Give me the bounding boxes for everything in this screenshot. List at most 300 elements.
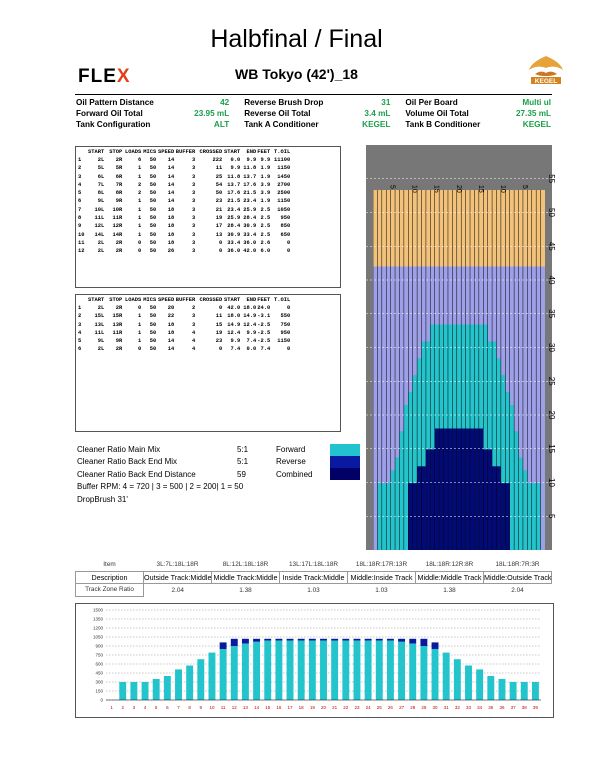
chart-bar-forward: [532, 682, 539, 700]
info-label: Reverse Brush Drop: [244, 98, 324, 107]
zone-row-label: Track Zone Ratio: [76, 584, 144, 597]
chart-bar-forward: [387, 641, 394, 700]
step-cell: 3: [191, 231, 196, 238]
step-cell: 50: [149, 231, 157, 238]
chart-bar-forward: [354, 641, 361, 700]
reverse-steps-box: [75, 294, 341, 432]
col-header: START: [88, 297, 105, 303]
info-label: Tank A Conditioner: [244, 120, 319, 129]
col-header: START: [224, 149, 241, 155]
step-cell: 9R: [115, 338, 123, 345]
lane-combined-board: [501, 483, 505, 550]
chart-ytick-label: 1050: [92, 634, 103, 640]
chart-xtick-label: 10: [209, 705, 215, 710]
chart-xtick-label: 16: [276, 705, 282, 710]
step-cell: 50: [149, 223, 157, 230]
step-cell: 650: [280, 231, 291, 238]
step-cell: 10R: [112, 206, 123, 213]
chart-bar-forward: [454, 659, 461, 700]
chart-bar-forward: [142, 682, 149, 700]
chart-xtick-label: 1: [110, 705, 113, 710]
chart-xtick-label: 26: [387, 705, 393, 710]
chart-bar-reverse: [309, 639, 316, 641]
step-cell: 2R: [115, 305, 123, 311]
info-label: Forward Oil Total: [76, 109, 143, 118]
step-cell: 50: [149, 248, 157, 255]
step-row: [78, 206, 290, 214]
step-cell: 11R: [112, 329, 123, 336]
step-cell: 14R: [112, 231, 123, 238]
cleaner-back-end-value: 5:1: [237, 457, 249, 467]
chart-bar-forward: [420, 646, 427, 700]
step-cell: 3: [191, 198, 196, 205]
step-cell: 2.6: [260, 239, 271, 246]
zone-row-label: Description: [76, 571, 144, 584]
distance-label: 25: [547, 376, 556, 386]
step-cell: 33.4: [243, 231, 257, 238]
distance-label: 50: [547, 208, 556, 217]
chart-xtick-label: 29: [421, 705, 427, 710]
legend-combined-label: Combined: [276, 469, 313, 479]
distance-label: 35: [547, 309, 556, 319]
chart-xtick-label: 35: [488, 705, 494, 710]
step-cell: 1: [137, 223, 142, 230]
lane-forward-board: [536, 483, 540, 550]
step-row: [78, 164, 290, 172]
lane-forward-board: [532, 483, 536, 550]
step-cell: 15R: [112, 313, 123, 320]
lane-combined-board: [496, 466, 500, 550]
col-header: LOADS: [125, 297, 142, 303]
step-cell: 28.4: [227, 223, 241, 230]
step-cell: 7R: [115, 181, 123, 188]
lane-combined-board: [461, 429, 465, 551]
step-cell: 50: [149, 346, 157, 353]
step-cell: 5L: [97, 165, 105, 172]
chart-xtick-label: 25: [376, 705, 382, 710]
step-cell: 11R: [112, 215, 123, 222]
distance-label: 10: [547, 478, 556, 487]
chart-xtick-label: 27: [399, 705, 405, 710]
cleaner-back-end-distance-label: Cleaner Ratio Back End Distance: [77, 469, 196, 479]
kegel-logo: [523, 52, 569, 92]
chart-bar-forward: [253, 642, 260, 700]
step-cell: 20: [167, 305, 175, 311]
chart-xtick-label: 9: [199, 705, 203, 710]
lane-forward-board: [519, 458, 523, 550]
chart-bar-forward: [432, 649, 439, 700]
chart-bar-reverse: [220, 642, 227, 649]
lane-graphic: [366, 145, 556, 550]
info-value: 27.35 mL: [515, 109, 551, 118]
zone-cell: 18L:18R:7R:3R: [484, 559, 552, 571]
info-value: ALT: [213, 120, 230, 129]
step-cell: 4: [78, 181, 82, 188]
step-row: [78, 345, 290, 353]
chart-bar-forward: [298, 641, 305, 700]
step-row: [78, 189, 290, 197]
distance-label: 15: [547, 444, 556, 454]
zone-cell: 18L:18R:17R:13R: [348, 559, 416, 571]
step-cell: 14: [167, 165, 175, 172]
step-cell: 0: [218, 346, 223, 353]
step-cell: 18.0: [243, 305, 257, 311]
lane-forward-board: [404, 405, 408, 550]
step-cell: 9.9: [230, 165, 241, 172]
step-row: [78, 312, 290, 320]
step-cell: 2700: [277, 181, 291, 188]
distance-label: 40: [547, 275, 556, 285]
chart-bar-reverse: [365, 639, 372, 641]
step-cell: 0: [286, 346, 291, 353]
chart-bar-forward: [510, 682, 517, 700]
chart-bar-reverse: [331, 639, 338, 641]
lane-combined-board: [413, 483, 417, 550]
step-cell: 10: [78, 231, 85, 238]
step-cell: 28.4: [243, 215, 257, 222]
col-header: T.OIL: [274, 297, 291, 303]
col-header: FEET: [257, 149, 271, 155]
legend-forward-swatch: [330, 444, 360, 456]
step-cell: 6R: [115, 173, 123, 180]
zone-cell: Middle Track:Middle: [212, 571, 280, 584]
step-cell: 23.4: [243, 198, 257, 205]
step-cell: 17: [215, 223, 223, 230]
step-cell: 2L: [97, 157, 105, 163]
lane-combined-board: [488, 449, 492, 550]
step-cell: 11.8: [243, 165, 257, 172]
zone-cell: 1.38: [239, 586, 252, 594]
col-header: CROSSED: [199, 297, 223, 303]
step-cell: 50: [149, 313, 157, 320]
step-cell: 6L: [97, 173, 105, 180]
chart-xtick-label: 31: [443, 705, 449, 710]
chart-xtick-label: 38: [521, 705, 527, 710]
col-header: START: [224, 297, 241, 303]
step-cell: 50: [149, 321, 157, 328]
step-cell: 9.9: [260, 157, 271, 163]
step-cell: 12L: [94, 223, 105, 230]
step-cell: 11: [215, 313, 223, 320]
col-header: CROSSED: [199, 149, 223, 155]
col-header: SPEED: [158, 149, 175, 155]
lane-combined-board: [505, 483, 509, 550]
step-cell: 1.9: [260, 173, 271, 180]
chart-bar-forward: [175, 669, 182, 700]
chart-xtick-label: 8: [188, 705, 191, 710]
step-cell: 50: [149, 165, 157, 172]
chart-bar-forward: [476, 669, 483, 700]
step-cell: 11: [78, 239, 85, 246]
chart-bar-forward: [443, 653, 450, 700]
step-cell: 0: [286, 248, 291, 255]
step-cell: 26: [167, 248, 175, 255]
lane-dry-board: [373, 267, 377, 551]
chart-bar-forward: [242, 644, 249, 700]
step-cell: 17.6: [227, 190, 241, 197]
chart-bar-forward: [331, 641, 338, 700]
info-value: 31: [381, 98, 391, 107]
chart-xtick-label: 18: [298, 705, 304, 710]
info-value: 3.4 mL: [364, 109, 391, 118]
chart-xtick-label: 23: [354, 705, 360, 710]
reverse-steps-table: [78, 297, 290, 354]
step-cell: 14.9: [243, 313, 257, 320]
step-cell: 14: [167, 198, 175, 205]
arrow-label: 10: [498, 185, 506, 193]
step-cell: 1: [137, 231, 142, 238]
chart-ytick-label: 150: [95, 688, 103, 694]
step-cell: 23: [215, 198, 223, 205]
step-cell: 4: [191, 329, 196, 336]
step-cell: 42.0: [243, 248, 257, 255]
step-cell: 2R: [115, 239, 123, 246]
step-cell: 25: [215, 173, 223, 180]
forward-steps-box: [75, 146, 341, 288]
step-cell: 9.9: [246, 329, 257, 336]
legend-reverse-swatch: [330, 456, 360, 468]
step-cell: 9.9: [230, 338, 241, 345]
chart-bar-forward: [287, 641, 294, 700]
step-cell: 30.9: [227, 231, 241, 238]
step-cell: 0: [137, 248, 142, 255]
step-cell: 22: [167, 313, 175, 320]
kegel-logo-text: KEGEL: [534, 78, 558, 85]
step-cell: 21.5: [243, 190, 257, 197]
info-label: Tank B Conditioner: [405, 120, 481, 129]
pattern-name: WB Tokyo (42')_18: [235, 66, 358, 82]
zone-cell: Outside Track:Middle: [144, 572, 212, 582]
arrow-label: 20: [454, 185, 462, 193]
step-cell: 21.5: [227, 198, 241, 205]
step-cell: 1: [137, 329, 142, 336]
step-cell: 6: [137, 157, 142, 163]
step-cell: 15: [215, 321, 223, 328]
step-cell: 3: [78, 321, 82, 328]
step-cell: 2500: [277, 190, 291, 197]
chart-bar-reverse: [287, 639, 294, 641]
step-cell: 2: [137, 181, 142, 188]
chart-bar-forward: [398, 642, 405, 700]
step-cell: -3.1: [257, 313, 271, 320]
step-row: [78, 181, 290, 189]
step-cell: 5: [78, 190, 82, 197]
distance-label: 30: [547, 343, 556, 352]
chart-bar-reverse: [354, 639, 361, 641]
chart-bar-forward: [521, 682, 528, 700]
chart-xtick-label: 7: [177, 705, 180, 710]
lane-graphic-svg: [366, 145, 556, 550]
chart-xtick-label: 6: [166, 705, 169, 710]
legend-labels: [276, 444, 312, 481]
step-cell: 2: [78, 313, 82, 320]
step-cell: 3: [191, 313, 196, 320]
col-header: MICS: [143, 149, 157, 155]
flex-logo-text: FLE: [78, 66, 117, 87]
step-cell: 9: [78, 223, 82, 230]
step-cell: 14: [167, 190, 175, 197]
chart-bar-forward: [197, 659, 204, 700]
zone-cell: 18L:18R:12R:8R: [416, 559, 484, 571]
step-cell: 50: [149, 181, 157, 188]
step-cell: 3.9: [260, 181, 271, 188]
zone-cell: 1.03: [375, 586, 388, 594]
lane-dry-board: [541, 267, 545, 551]
chart-ytick-label: 600: [95, 661, 103, 667]
lane-combined-board: [448, 429, 452, 551]
step-cell: 50: [149, 329, 157, 336]
step-cell: 11.8: [227, 173, 241, 180]
step-cell: 15L: [94, 313, 105, 320]
step-cell: 50: [149, 338, 157, 345]
step-cell: 13R: [112, 321, 123, 328]
step-cell: 18.0: [227, 313, 241, 320]
step-cell: 14: [167, 181, 175, 188]
step-cell: 222: [212, 157, 223, 163]
chart-xtick-label: 37: [510, 705, 516, 710]
chart-bar-reverse: [409, 639, 416, 644]
step-cell: 12.4: [243, 321, 257, 328]
step-cell: 850: [280, 223, 291, 230]
step-cell: 2L: [97, 248, 105, 255]
step-cell: 0: [286, 305, 291, 311]
chart-xtick-label: 11: [220, 705, 226, 710]
chart-bar-reverse: [320, 639, 327, 641]
step-cell: 18: [167, 231, 175, 238]
chart-xtick-label: 39: [532, 705, 538, 710]
step-cell: 3: [191, 190, 196, 197]
oil-chart-box: [75, 603, 554, 718]
chart-xtick-label: 14: [254, 705, 260, 710]
step-cell: 1: [137, 321, 142, 328]
step-cell: 19: [215, 329, 223, 336]
step-row: [78, 321, 290, 329]
lane-combined-board: [439, 429, 443, 551]
step-cell: 7.4: [260, 346, 271, 353]
step-cell: 0: [218, 239, 223, 246]
step-cell: 4: [191, 338, 196, 345]
step-cell: 2: [191, 305, 196, 311]
step-cell: 750: [280, 321, 291, 328]
step-cell: 12: [78, 248, 85, 255]
lane-combined-board: [444, 429, 448, 551]
chart-xtick-label: 19: [309, 705, 315, 710]
step-cell: 2: [78, 165, 82, 172]
step-cell: 21: [215, 206, 223, 213]
chart-bar-forward: [130, 682, 137, 700]
step-cell: 6.0: [260, 248, 271, 255]
step-cell: 30.9: [243, 223, 257, 230]
chart-bar-reverse: [264, 639, 271, 641]
step-cell: 1: [137, 215, 142, 222]
step-cell: 3: [191, 223, 196, 230]
step-cell: 14: [167, 157, 175, 163]
step-cell: 0: [218, 248, 223, 255]
lane-combined-board: [483, 449, 487, 550]
chart-ytick-label: 450: [95, 670, 103, 676]
step-cell: 8: [78, 215, 82, 222]
cleaner-main-mix-value: 5:1: [237, 445, 249, 454]
header-divider: [75, 94, 552, 95]
chart-bar-forward: [465, 666, 472, 701]
step-row: [78, 173, 290, 181]
chart-xtick-label: 13: [242, 705, 248, 710]
col-header: SPEED: [158, 297, 175, 303]
step-cell: 9.9: [246, 157, 257, 163]
step-cell: 50: [149, 239, 157, 246]
step-cell: 4: [191, 346, 196, 353]
lane-combined-board: [422, 466, 426, 550]
step-cell: 50: [149, 190, 157, 197]
col-header: END: [246, 149, 257, 155]
lane-combined-board: [430, 449, 434, 550]
lane-combined-board: [470, 429, 474, 551]
step-cell: 7.4: [246, 338, 257, 345]
zone-cell: 13L:17L:18L:18R: [280, 559, 348, 571]
col-header: STOP: [109, 297, 123, 303]
info-row: [75, 97, 552, 108]
chart-ytick-label: 0: [100, 697, 103, 703]
step-cell: 50: [149, 157, 157, 163]
zone-cell: 3L:7L:18L:18R: [144, 559, 212, 571]
info-value: Multi ul: [522, 98, 551, 107]
chart-bar-reverse: [253, 639, 260, 642]
step-cell: 25.9: [227, 215, 241, 222]
step-cell: 42.0: [227, 305, 241, 311]
step-cell: 50: [149, 305, 157, 311]
chart-bar-forward: [275, 641, 282, 700]
step-cell: 3: [191, 181, 196, 188]
step-row: [78, 231, 290, 239]
step-cell: 2: [137, 190, 142, 197]
zone-cell: Middle:Middle Track: [416, 571, 484, 584]
step-cell: 0: [137, 239, 142, 246]
chart-xtick-label: 30: [432, 705, 438, 710]
step-row: [78, 329, 290, 337]
lane-forward-board: [382, 483, 386, 550]
step-cell: 1: [137, 198, 142, 205]
step-cell: 18: [167, 223, 175, 230]
lane-forward-board: [510, 405, 514, 550]
step-cell: 3: [191, 206, 196, 213]
zone-cell: 1.03: [307, 586, 320, 594]
step-cell: 2L: [97, 305, 105, 311]
chart-ytick-label: 900: [95, 643, 103, 649]
step-cell: 13.7: [243, 173, 257, 180]
step-cell: 2L: [97, 239, 105, 246]
step-cell: 2L: [97, 346, 105, 353]
chart-bar-reverse: [242, 639, 249, 644]
info-label: Reverse Oil Total: [244, 109, 311, 118]
zone-table: [75, 559, 552, 597]
step-cell: 25.9: [243, 206, 257, 213]
step-cell: 2R: [115, 346, 123, 353]
zone-cell: Middle:Inside Track: [348, 571, 416, 584]
step-cell: 11100: [274, 157, 291, 163]
chart-bar-forward: [342, 641, 349, 700]
step-cell: 50: [149, 198, 157, 205]
col-header-index: [78, 149, 88, 156]
info-row: [75, 108, 552, 119]
step-cell: 9L: [97, 198, 105, 205]
chart-bar-forward: [499, 679, 506, 700]
step-cell: 13L: [94, 321, 105, 328]
page-title: Halbfinal / Final: [210, 25, 383, 53]
lane-forward-board: [395, 458, 399, 550]
step-cell: 1150: [277, 165, 291, 172]
step-cell: 8R: [115, 190, 123, 197]
legend-forward-label: Forward: [276, 445, 306, 454]
